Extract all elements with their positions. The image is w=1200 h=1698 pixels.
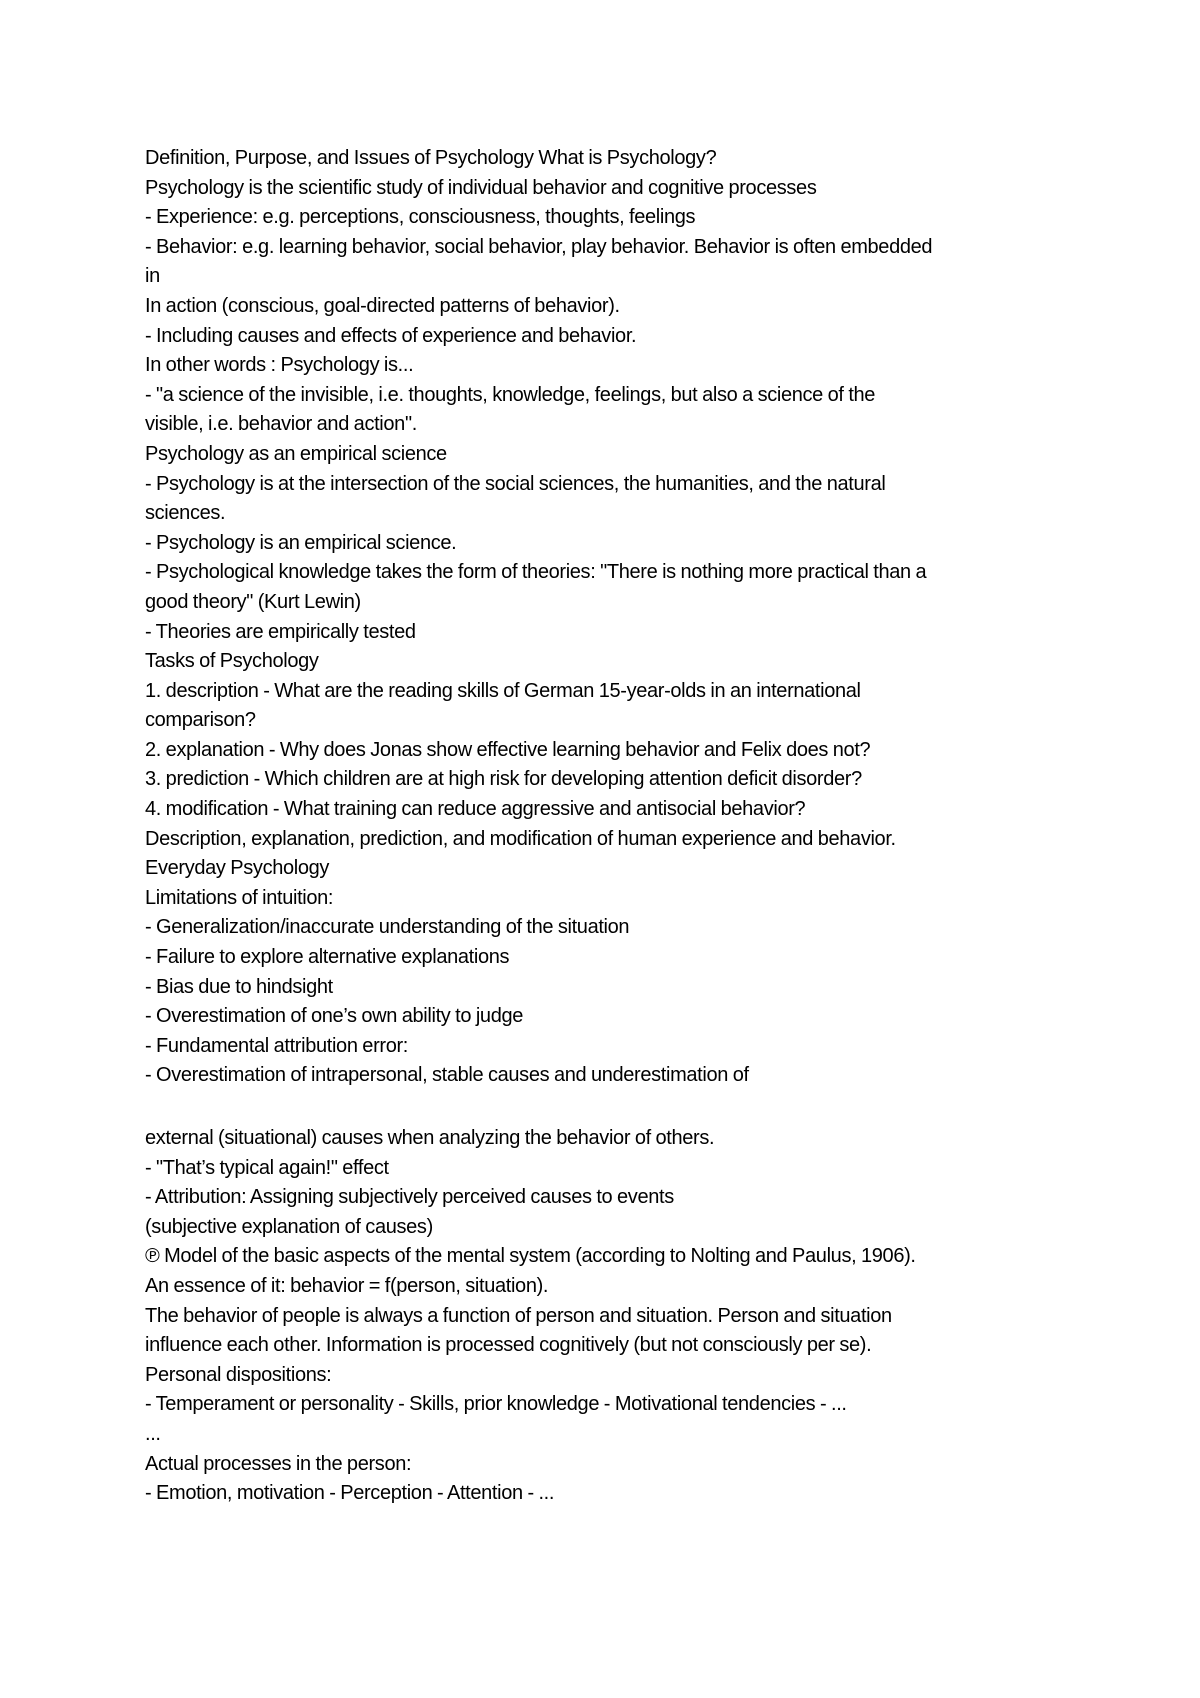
text-line: - Psychology is an empirical science.: [145, 531, 457, 554]
text-line: - Generalization/inaccurate understanding of the situation: [145, 916, 630, 939]
text-line: 4. modification - What training can reduce aggressive and antisocial behavior?: [145, 798, 806, 821]
text-line: sciences.: [145, 502, 226, 525]
text-line: Psychology as an empirical science: [145, 442, 447, 465]
text-line: 2. explanation - Why does Jonas show effective learning behavior and Felix does not?: [145, 738, 871, 761]
text-line: Definition, Purpose, and Issues of Psychology What is Psychology?: [145, 147, 717, 169]
text-line: - Attribution: Assigning subjectively perceived causes to events: [145, 1186, 674, 1209]
text-line: Description, explanation, prediction, and modification of human experience and behavior.: [145, 827, 896, 850]
text-line: ...: [145, 1422, 161, 1445]
text-line: - Experience: e.g. perceptions, consciousness, thoughts, feelings: [145, 206, 696, 229]
text-line: - Psychological knowledge takes the form of theories: "There is nothing more practical than a: [145, 561, 927, 584]
text-line: In action (conscious, goal-directed patterns of behavior).: [145, 294, 620, 317]
text-line: comparison?: [145, 709, 256, 732]
text-line: - Fundamental attribution error:: [145, 1034, 408, 1057]
text-line: Limitations of intuition:: [145, 886, 334, 909]
text-line: - Bias due to hindsight: [145, 975, 333, 998]
text-line: good theory" (Kurt Lewin): [145, 590, 361, 613]
text-block-1: [145, 144, 1075, 1091]
text-line: - Including causes and effects of experience and behavior.: [145, 324, 637, 347]
text-line: - Temperament or personality - Skills, prior knowledge - Motivational tendencies - ...: [145, 1393, 847, 1416]
text-line: ℗ Model of the basic aspects of the mental system (according to Nolting and Paulus, 1906).: [145, 1245, 916, 1268]
text-line: The behavior of people is always a function of person and situation. Person and situation: [145, 1304, 892, 1327]
text-line: Actual processes in the person:: [145, 1452, 412, 1475]
text-line: Psychology is the scientific study of individual behavior and cognitive processes: [145, 176, 817, 199]
text-line: - Overestimation of intrapersonal, stable causes and underestimation of: [145, 1064, 749, 1087]
text-line: - "That’s typical again!" effect: [145, 1156, 389, 1179]
text-line: Everyday Psychology: [145, 857, 330, 880]
text-line: - Behavior: e.g. learning behavior, social behavior, play behavior. Behavior is often embedded: [145, 235, 933, 258]
text-line: - Failure to explore alternative explanations: [145, 946, 510, 969]
text-line: - Psychology is at the intersection of the social sciences, the humanities, and the natural: [145, 472, 886, 495]
text-line: Personal dispositions:: [145, 1363, 332, 1386]
text-line: 3. prediction - Which children are at high risk for developing attention deficit disorder?: [145, 768, 862, 791]
text-block-2: [145, 1124, 1075, 1509]
text-line: - Theories are empirically tested: [145, 620, 416, 643]
text-line: Tasks of Psychology: [145, 650, 319, 673]
text-line: - Overestimation of one’s own ability to judge: [145, 1005, 524, 1028]
text-line: visible, i.e. behavior and action".: [145, 413, 417, 436]
text-line: (subjective explanation of causes): [145, 1215, 433, 1238]
text-line: in: [145, 265, 160, 288]
text-line: - "a science of the invisible, i.e. thoughts, knowledge, feelings, but also a science of the: [145, 383, 876, 406]
text-line: An essence of it: behavior = f(person, situation).: [145, 1274, 549, 1297]
text-line: influence each other. Information is processed cognitively (but not consciously per se).: [145, 1334, 872, 1357]
text-line: external (situational) causes when analyzing the behavior of others.: [145, 1127, 715, 1149]
text-line: In other words : Psychology is...: [145, 354, 414, 377]
text-line: 1. description - What are the reading skills of German 15-year-olds in an international: [145, 679, 861, 702]
text-line: - Emotion, motivation - Perception - Attention - ...: [145, 1482, 555, 1505]
